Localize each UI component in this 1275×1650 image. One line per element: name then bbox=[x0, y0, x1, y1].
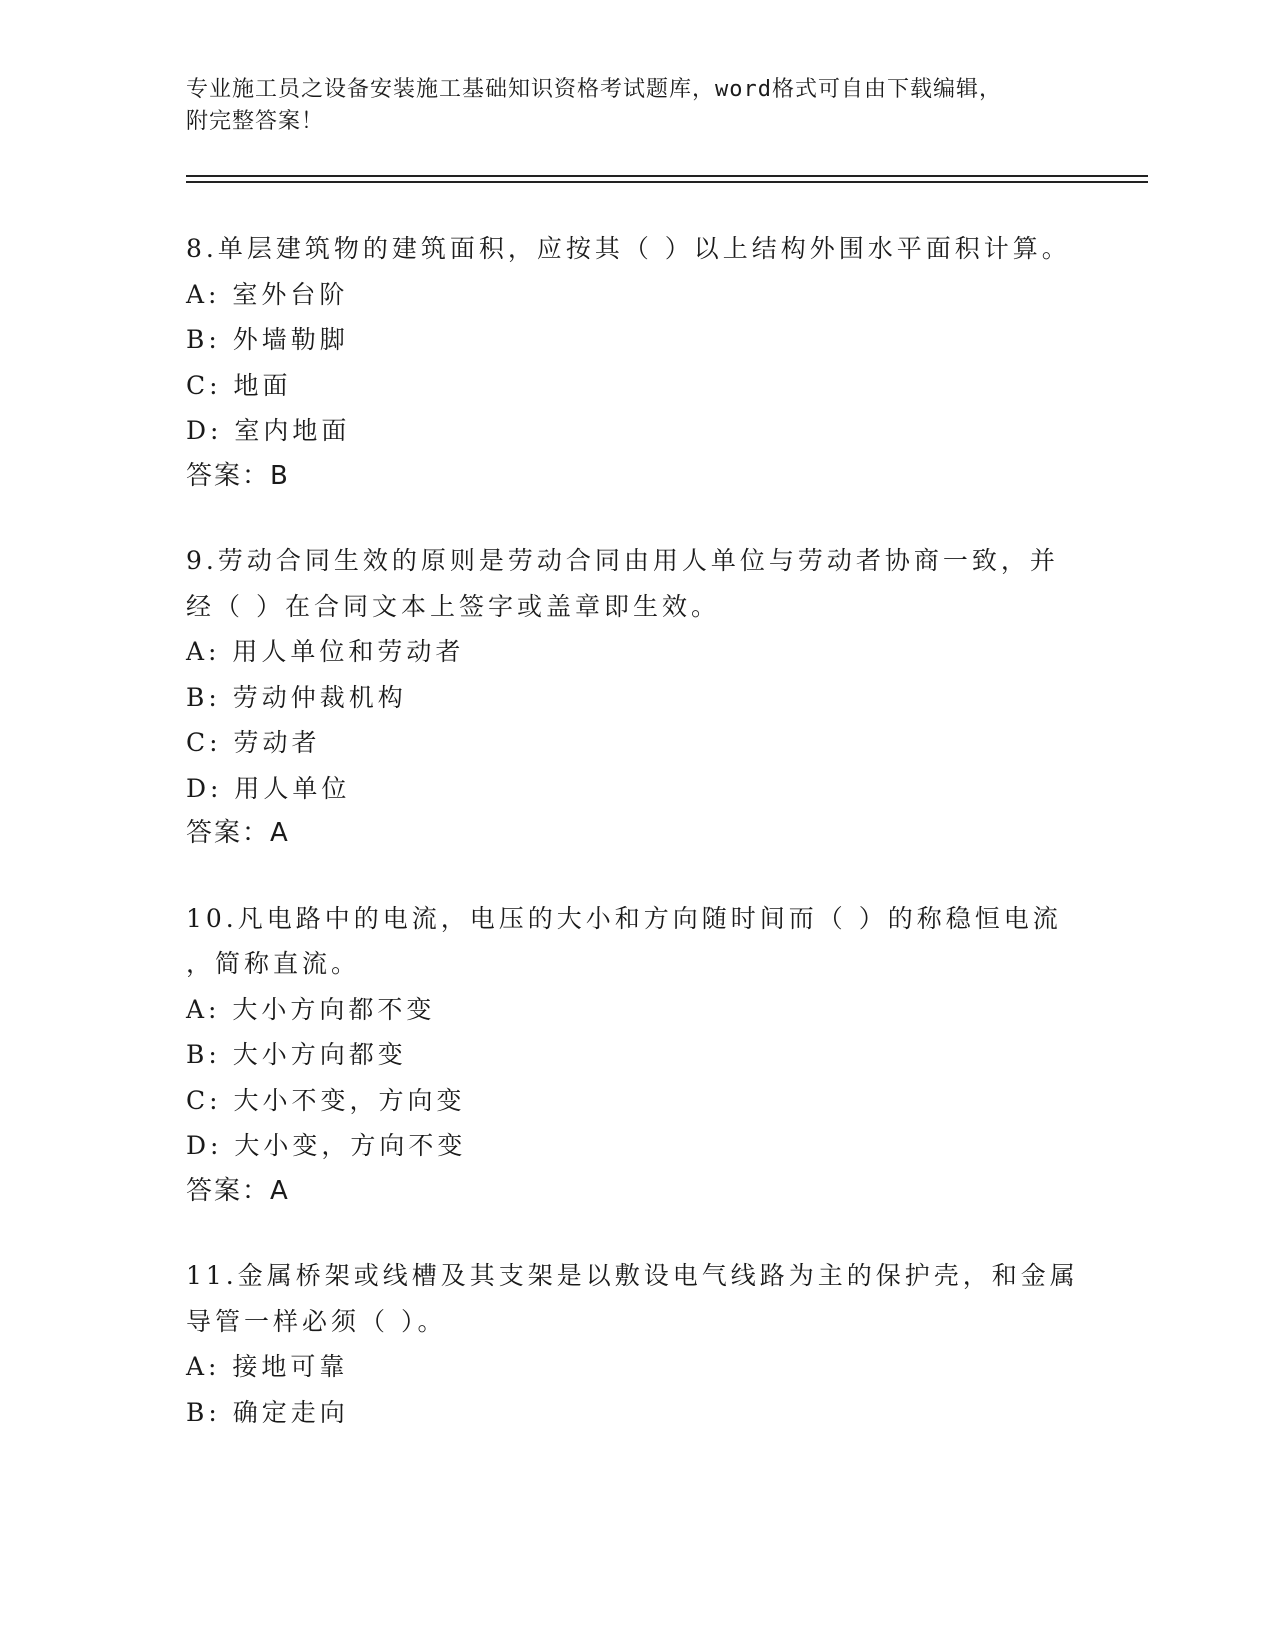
option-b: B: 大小方向都变 bbox=[186, 1040, 407, 1069]
option-a: A: 接地可靠 bbox=[186, 1352, 349, 1381]
option-b: B: 确定走向 bbox=[186, 1397, 349, 1427]
option-c: C: 劳动者 bbox=[186, 728, 321, 757]
question-text: 8.单层建筑物的建筑面积，应按其（ ）以上结构外围水平面积计算。 bbox=[186, 234, 1071, 263]
answer-label: 答案：A bbox=[186, 818, 290, 848]
option-d: D: 大小变，方向不变 bbox=[186, 1131, 467, 1160]
answer-label: 答案：A bbox=[186, 1175, 290, 1206]
question-text-continued: 导管一样必须（ ）。 bbox=[186, 1306, 447, 1336]
option-c: C: 地面 bbox=[186, 370, 292, 400]
option-d: D: 用人单位 bbox=[186, 773, 351, 803]
option-c: C: 大小不变，方向变 bbox=[186, 1085, 466, 1115]
question-list bbox=[186, 226, 1086, 1474]
option-b: B: 劳动仲裁机构 bbox=[186, 682, 407, 712]
document-header bbox=[186, 74, 1086, 138]
question-text-continued: ，简称直流。 bbox=[186, 949, 361, 978]
question-9 bbox=[186, 538, 1086, 857]
answer-label: 答案：B bbox=[186, 460, 290, 491]
question-text: 9.劳动合同生效的原则是劳动合同由用人单位与劳动者协商一致，并 bbox=[186, 546, 1059, 575]
question-text: 10.凡电路中的电流，电压的大小和方向随时间而（ ）的称稳恒电流 bbox=[186, 903, 1062, 933]
option-d: D: 室内地面 bbox=[186, 416, 351, 445]
header-divider-bottom bbox=[186, 181, 1148, 183]
header-line-2: 附完整答案！ bbox=[186, 109, 325, 134]
question-10 bbox=[186, 896, 1086, 1215]
header-line-1: 专业施工员之设备安装施工基础知识资格考试题库，word格式可自由下载编辑， bbox=[186, 77, 1002, 102]
question-11 bbox=[186, 1253, 1086, 1435]
option-a: A: 大小方向都不变 bbox=[186, 994, 436, 1024]
question-text: 11.金属桥架或线槽及其支架是以敷设电气线路为主的保护壳，和金属 bbox=[186, 1261, 1079, 1290]
question-8 bbox=[186, 226, 1086, 499]
option-b: B: 外墙勒脚 bbox=[186, 325, 349, 354]
option-a: A: 用人单位和劳动者 bbox=[186, 637, 465, 666]
header-divider-top bbox=[186, 175, 1148, 177]
option-a: A: 室外台阶 bbox=[186, 279, 349, 309]
question-text-continued: 经（ ）在合同文本上签字或盖章即生效。 bbox=[186, 591, 720, 621]
